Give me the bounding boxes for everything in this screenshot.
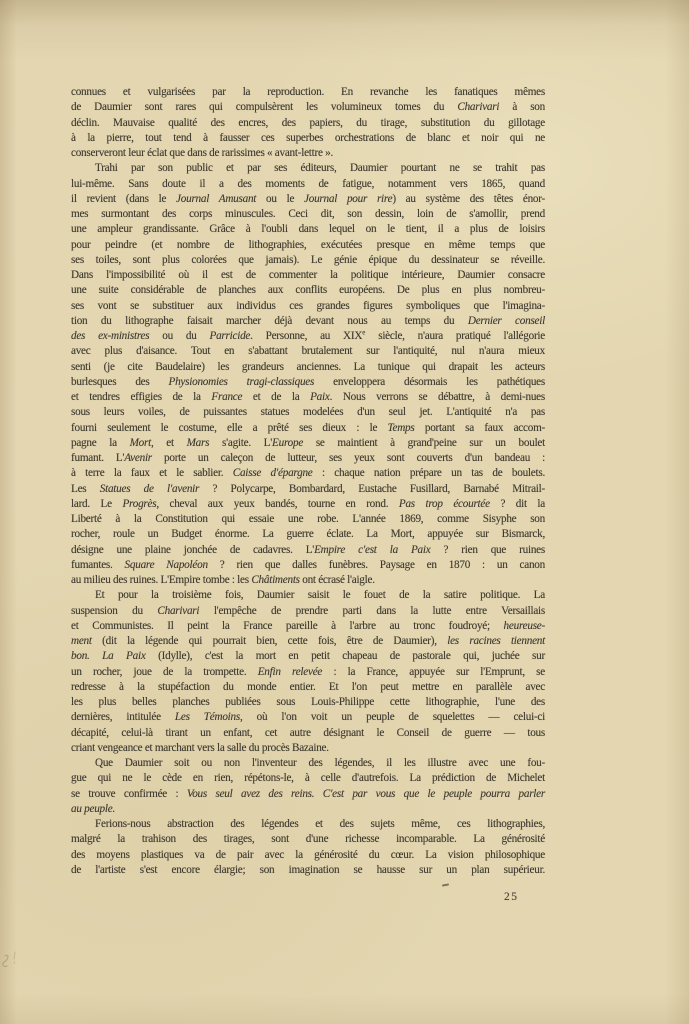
italic-text-segment: Temps: [387, 421, 415, 434]
text-segment: fumantes.: [71, 558, 125, 571]
italic-text-segment: Progrès: [122, 497, 157, 510]
paragraph: [71, 817, 545, 878]
text-segment: siècle, n'aura pratiqué l'allégorie: [365, 330, 546, 342]
text-segment: une ampleur grandissante. Grâce à l'oubli dans lequel on le tient, il a plus de loisirs: [71, 223, 545, 236]
text-line: [71, 527, 545, 542]
italic-text-segment: heureuse-: [503, 619, 545, 632]
text-segment: connues et vulgarisées par la reproduction. En revanche les fanatiques mêmes: [71, 86, 545, 98]
text-line: [71, 649, 545, 664]
text-segment: se maintient à grand'peine sur un boulet: [303, 436, 545, 449]
text-line: [71, 100, 545, 115]
text-line: [71, 634, 545, 649]
italic-text-segment: Caisse d'épargne: [232, 467, 313, 480]
text-segment: et de la: [242, 391, 311, 403]
text-line: [71, 375, 545, 390]
text-segment: senti (je cite Baudelaire) les grandeurs anciennes. La tunique qui drapait les acteurs: [71, 360, 545, 373]
text-line: [71, 680, 545, 695]
italic-text-segment: Journal Amusant: [176, 192, 257, 205]
text-segment: s'agite. L': [209, 436, 273, 449]
text-line: [71, 390, 545, 405]
text-segment: ses toiles, sont plus colorées que jamais). Le génie épique du dessinateur se réveille.: [71, 253, 545, 266]
text-segment: pour peindre (et nombre de lithographies, exécutées presque en même temps que: [71, 238, 545, 251]
text-line: [71, 665, 545, 680]
text-segment: de Daumier sont rares qui compulsèrent les volumineux tomes du: [71, 101, 458, 114]
italic-text-segment: les racines tiennent: [447, 635, 545, 647]
text-line: [71, 695, 545, 710]
text-segment: enveloppera désormais les pathétiques: [314, 375, 545, 388]
text-line: [71, 497, 545, 512]
text-segment: ou le: [256, 192, 305, 205]
text-line: [71, 848, 545, 863]
text-segment: à terre la faux et le sablier.: [71, 467, 233, 480]
text-segment: ) au système des têtes énor-: [392, 192, 545, 205]
text-line: [71, 116, 545, 131]
text-line: [71, 863, 545, 878]
text-line: [71, 451, 545, 466]
text-segment: désigne une plaine jonchée de cadavres. L': [71, 543, 315, 556]
italic-text-segment: Enfin relevée: [257, 665, 323, 678]
text-line: [71, 131, 545, 146]
text-segment: . Nous verrons se débattre, à demi-nues: [329, 391, 546, 403]
italic-text-segment: Parricide: [209, 330, 251, 342]
italic-text-segment: Journal pour rire: [304, 192, 393, 205]
italic-text-segment: Pas trop écourtée: [398, 497, 490, 510]
text-line: [71, 726, 545, 741]
text-line: [71, 604, 545, 619]
text-segment: et tendres effigies de la: [71, 391, 212, 403]
text-segment: suspension du: [71, 604, 158, 617]
text-line: [71, 771, 545, 786]
text-segment: , où l'on voit un peuple de squelettes — celui-ci: [239, 711, 545, 724]
text-segment: Trahi par son public et par ses éditeurs, Daumier pourtant ne se trahit pas: [95, 162, 545, 175]
text-segment: rocher, roule un Budget énorme. La guerre éclate. La Mort, appuyée sur Bismarck,: [71, 528, 545, 541]
italic-text-segment: Mars: [186, 436, 210, 449]
text-segment: lard. Le: [71, 497, 123, 510]
italic-text-segment: bon. La Paix: [71, 650, 146, 663]
text-segment: et Communistes. Il peint la France pareille à l'arbre au tronc foudroyé;: [71, 619, 504, 632]
text-line: [71, 299, 545, 314]
text-line: [71, 466, 545, 481]
text-line: [71, 756, 545, 771]
text-segment: ses vont se substituer aux individus ces grandes figures symboliques que l'imagina-: [71, 299, 545, 312]
text-segment: . Personne, au XIX: [250, 330, 363, 342]
text-segment: ? rien que ruines: [430, 543, 546, 556]
text-segment: il revient (dans le: [71, 192, 177, 205]
text-segment: de l'artiste s'est encore élargie; son imagination se hausse sur un plan supérieur.: [71, 863, 545, 876]
text-segment: : chaque nation prépare un tas de boulets.: [312, 467, 545, 480]
italic-text-segment: Dernier conseil: [467, 314, 545, 327]
paragraph: [71, 161, 545, 588]
text-segment: ou du: [149, 330, 210, 342]
text-segment: , cheval aux yeux bandés, tourne en rond.: [156, 497, 399, 510]
text-segment: déclin. Mauvaise qualité des encres, des papiers, du tirage, substitution du gillotage: [71, 116, 545, 129]
text-line: [71, 222, 545, 237]
paragraph: [71, 588, 545, 756]
italic-text-segment: Statues de l'avenir: [99, 482, 200, 495]
text-segment: les plus belles planches publiées sous Louis-Philippe cette lithographie, l'une des: [71, 696, 545, 708]
text-segment: , et: [150, 436, 187, 449]
text-segment: des moyens plastiques va de pair avec la générosité du cœur. La vision philosophique: [71, 848, 545, 861]
text-line: [71, 710, 545, 725]
text-line: [71, 421, 545, 436]
text-line: [71, 268, 545, 283]
italic-text-segment: Square Napoléon: [124, 558, 208, 571]
text-line: [71, 283, 545, 298]
text-segment: portant sa faux accom-: [414, 421, 545, 434]
text-segment: ? dit la: [489, 497, 545, 510]
italic-text-segment: Mort: [129, 436, 151, 449]
italic-text-segment: au peuple.: [71, 802, 116, 815]
text-line: [71, 543, 545, 558]
italic-text-segment: Charivari: [157, 604, 200, 617]
text-segment: avec plus d'aisance. Tout en s'abattant brutalement sur l'antiquité, nul n'aura mieux: [71, 345, 545, 358]
text-segment: redresse à la stupéfaction du monde entier. Et l'on peut mettre en parallèle avec: [71, 680, 545, 693]
italic-text-segment: France: [211, 391, 243, 403]
text-segment: fumant. L': [71, 452, 125, 464]
text-line: [71, 146, 545, 161]
text-segment: ? Polycarpe, Bombardard, Eustache Fusillard, Barnabé Mitrail-: [199, 482, 545, 495]
italic-text-segment: ment: [71, 635, 92, 647]
italic-text-segment: Les Témoins: [174, 711, 240, 724]
text-segment: mes surmontant des corps minuscules. Ceci dit, son dessin, loin de s'amollir, prend: [71, 208, 545, 220]
text-segment: à la pierre, tout tend à fausser ces superbes orchestrations de blanc et noir qui ne: [71, 131, 545, 144]
italic-text-segment: Vous seul avez des reins. C'est par vous que le peuple pourra parler: [186, 787, 545, 800]
italic-text-segment: Physionomies tragi-classiques: [168, 375, 315, 388]
text-line: [71, 161, 545, 176]
italic-text-segment: Empire c'est la Paix: [314, 543, 431, 556]
text-line: [71, 817, 545, 832]
page-number: 25: [504, 891, 519, 903]
text-segment: porte un caleçon de lutteur, ses yeux sont couverts d'un bandeau :: [151, 452, 545, 464]
text-segment: lui-même. Sans doute il a des moments de fatigue, notamment vers 1865, quand: [71, 177, 545, 190]
text-segment: : la France, appuyée sur l'Emprunt, se: [322, 665, 545, 678]
paragraph: [71, 85, 545, 161]
text-line: [71, 344, 545, 359]
italic-text-segment: Charivari: [457, 101, 500, 114]
text-line: [71, 329, 545, 344]
pencil-mark: [1, 950, 23, 984]
text-line: [71, 314, 545, 329]
text-segment: dernières, intitulée: [71, 711, 175, 724]
text-segment: décapité, celui-là tirant un enfant, cet autre désignant le Conseil de guerre — tous: [71, 726, 545, 739]
text-segment: malgré la trahison des tirages, sont d'une richesse incomparable. La générosité: [71, 833, 545, 846]
text-line: [71, 832, 545, 847]
text-segment: (Idylle), c'est la mort en petit chapeau de pastorale qui, juchée sur: [145, 650, 545, 663]
text-segment: au milieu des ruines. L'Empire tombe : les: [71, 574, 252, 586]
text-segment: Et pour la troisième fois, Daumier saisit le fouet de la satire politique. La: [95, 589, 545, 602]
italic-text-segment: Europe: [272, 436, 304, 449]
text-block: [71, 85, 545, 878]
text-segment: fourni seulement le costume, elle a prêté ses dieux : le: [71, 421, 388, 434]
text-segment: conserveront leur éclat que dans de rarissimes « avant-lettre ».: [71, 147, 334, 159]
ink-speck: [442, 883, 449, 886]
text-segment: criant vengeance et marchant vers la salle du procès Bazaine.: [71, 741, 329, 754]
text-line: [71, 85, 545, 100]
italic-text-segment: Châtiments: [251, 574, 300, 586]
text-segment: se trouve confirmée :: [71, 787, 187, 800]
text-segment: (dit la légende qui pourrait bien, cette fois, être de Daumier),: [91, 635, 448, 647]
text-line: [71, 192, 545, 207]
italic-text-segment: Paix: [310, 391, 330, 403]
text-line: [71, 573, 545, 588]
text-segment: gue qui ne le cède en rien, répétons-le, à celle d'autrefois. La prédiction de Michelet: [71, 772, 545, 785]
text-segment: ? rien que dalles funèbres. Paysage en 1870 : un canon: [207, 558, 545, 571]
text-segment: sous leurs voiles, de puissantes statues modelées d'un seul jet. L'antiquité n'a pas: [71, 406, 545, 419]
text-line: [71, 207, 545, 222]
text-line: [71, 238, 545, 253]
italic-text-segment: Avenir: [124, 452, 152, 464]
text-segment: burlesques des: [71, 375, 169, 388]
text-line: [71, 741, 545, 756]
text-segment: l'empêche de prendre parti dans la lutte entre Versaillais: [199, 604, 546, 617]
text-line: [71, 588, 545, 603]
text-segment: Ferions-nous abstraction des légendes et des sujets même, ces lithographies,: [95, 818, 545, 830]
text-segment: ont écrasé l'aigle.: [299, 574, 375, 586]
text-line: [71, 253, 545, 268]
text-line: [71, 802, 545, 817]
text-line: [71, 360, 545, 375]
text-line: [71, 512, 545, 527]
text-segment: tion du lithographe faisait marcher déjà devant nous au temps du: [71, 314, 468, 327]
text-line: [71, 177, 545, 192]
text-line: [71, 436, 545, 451]
text-segment: à son: [499, 101, 545, 114]
text-segment: Liberté à la Constitution qui essaie une robe. L'année 1869, comme Sisyphe son: [71, 513, 545, 525]
superscript-segment: e: [362, 328, 366, 337]
text-line: [71, 619, 545, 634]
italic-text-segment: des ex-ministres: [71, 330, 150, 342]
text-line: [71, 558, 545, 573]
text-line: [71, 405, 545, 420]
text-segment: une suite considérable de planches aux conflits européens. De plus en plus nombreu-: [71, 284, 545, 297]
text-line: [71, 787, 545, 802]
text-segment: Les: [71, 482, 100, 495]
text-segment: Que Daumier soit ou non l'inventeur des légendes, il les illustre avec une fou-: [95, 757, 545, 769]
paragraph: [71, 756, 545, 817]
text-segment: Dans l'impossibilité où il est de commenter la politique intérieure, Daumier consacre: [71, 269, 545, 281]
text-segment: pagne la: [71, 436, 130, 449]
text-line: [71, 482, 545, 497]
text-segment: un rocher, joue de la trompette.: [71, 665, 258, 678]
